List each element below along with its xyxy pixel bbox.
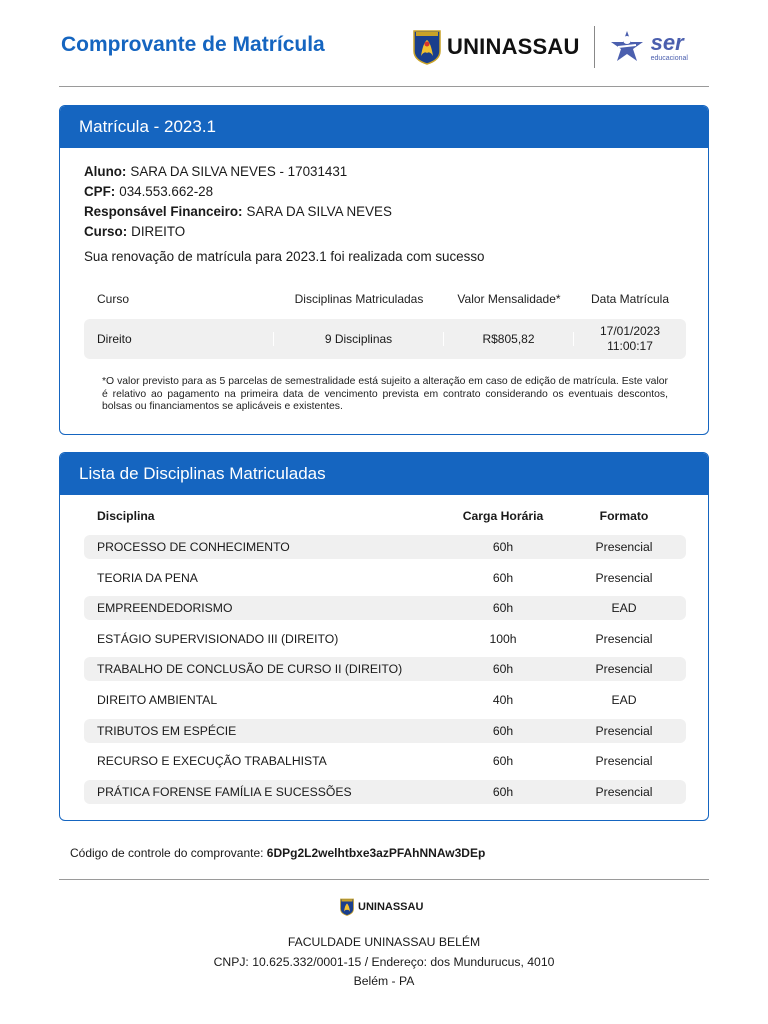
header-curso: Curso [97,292,130,306]
cell-carga: 60h [492,754,514,769]
cell-carga: 40h [492,692,514,707]
cell-time: 11:00:17 [607,339,653,353]
cell-disciplina: TEORIA DA PENA [97,570,198,585]
cell-disciplinas: 9 Disciplinas [274,332,444,346]
cell-formato: Presencial [595,540,653,554]
cell-carga: 100h [489,631,517,646]
info-label: Curso: [84,224,128,239]
table-row [84,688,686,712]
page-title: Comprovante de Matrícula [61,33,325,56]
brand-logos [413,26,688,68]
footer-institution: FACULDADE UNINASSAU BELÉM [287,935,481,949]
info-label: Aluno: [84,164,127,179]
cell-carga: 60h [492,601,514,616]
footer-city: Belém - PA [353,974,415,988]
cell-formato: Presencial [595,662,653,677]
table-row [84,627,686,651]
enrollment-table-row [84,319,686,359]
info-label: Responsável Financeiro: [84,204,243,219]
table-row [84,719,686,743]
table-row [84,749,686,773]
cell-carga: 60h [492,784,514,799]
cell-formato: Presencial [595,784,653,799]
info-cpf [84,182,392,202]
success-message: Sua renovação de matrícula para 2023.1 foi realizada com sucesso [84,249,485,264]
control-code: 6DPg2L2welhtbxe3azPFAhNNAw3DEp [266,846,486,860]
cell-formato: Presencial [595,570,653,585]
uninassau-logo [413,29,580,65]
info-value: SARA DA SILVA NEVES - 17031431 [130,164,348,179]
info-value: SARA DA SILVA NEVES [246,204,392,219]
disciplines-table-header [84,509,686,523]
cell-disciplina: PROCESSO DE CONHECIMENTO [97,540,290,554]
header-disciplinas: Disciplinas Matriculadas [294,292,424,306]
footer-divider [59,879,709,880]
ser-subtitle: educacional [650,55,688,62]
cell-formato: Presencial [595,754,653,769]
table-row [84,566,686,590]
info-responsible [84,202,392,222]
uninassau-wordmark: UNINASSAU [447,34,580,59]
footer-address: CNPJ: 10.625.332/0001-15 / Endereço: dos Mundurucus, 4010 [213,955,555,969]
control-code-label: Código de controle do comprovante: [70,846,264,860]
ser-wordmark: ser [650,30,684,55]
table-row [84,596,686,620]
cell-carga: 60h [492,570,514,585]
cell-carga: 60h [492,723,514,738]
cell-disciplina: TRABALHO DE CONCLUSÃO DE CURSO II (DIREITO) [97,662,403,677]
header-data: Data Matrícula [590,292,670,306]
cell-disciplina: ESTÁGIO SUPERVISIONADO III (DIREITO) [97,631,339,646]
cell-carga: 60h [492,540,514,554]
header-formato: Formato [599,509,649,523]
footer-logo [340,898,423,916]
cell-disciplina: TRIBUTOS EM ESPÉCIE [97,723,237,738]
info-value: DIREITO [131,224,186,239]
value-disclaimer: *O valor previsto para as 5 parcelas de semestralidade está sujeito a alteração em caso de edição de matrícula. Este valor é relativo ao pagamento na primeira data de vencimento prevista em contrato considerando os eventuais descontos, bolsas ou financiamentos se aplicáveis e existentes. [102,376,668,412]
ser-educacional-logo [607,29,688,65]
brand-divider [594,26,595,68]
cell-formato: Presencial [595,723,653,738]
uninassau-shield-icon [340,898,354,916]
info-value: 034.553.662-28 [119,184,214,199]
cell-disciplina: DIREITO AMBIENTAL [97,692,218,707]
table-row [84,657,686,681]
header-disciplina: Disciplina [97,509,155,523]
cell-date: 17/01/2023 [599,324,661,338]
student-info [84,162,392,242]
table-row [84,535,686,559]
cell-formato: EAD [611,692,637,707]
cell-curso: Direito [84,332,274,346]
control-code-line [70,846,485,860]
cell-data [574,324,686,354]
cell-formato: EAD [611,601,637,616]
header-divider [59,86,709,87]
header-valor: Valor Mensalidade* [457,292,561,306]
disciplines-heading: Lista de Disciplinas Matriculadas [60,453,708,495]
disciplines-card [59,452,709,821]
header-carga: Carga Horária [462,509,544,523]
cell-disciplina: PRÁTICA FORENSE FAMÍLIA E SUCESSÕES [97,784,352,799]
info-student [84,162,392,182]
cell-disciplina: EMPREENDEDORISMO [97,601,233,616]
info-course [84,222,392,242]
cell-valor: R$805,82 [444,332,574,346]
cell-carga: 60h [492,662,514,677]
cell-formato: Presencial [595,631,653,646]
cell-disciplina: RECURSO E EXECUÇÃO TRABALHISTA [97,754,327,769]
enrollment-table-header [84,292,686,306]
footer-wordmark: UNINASSAU [358,901,424,913]
uninassau-shield-icon [413,29,441,65]
info-label: CPF: [84,184,116,199]
ser-star-icon [607,29,647,65]
table-row [84,780,686,804]
enrollment-heading: Matrícula - 2023.1 [60,106,708,148]
enrollment-card [59,105,709,435]
disciplines-table-body [84,535,686,810]
